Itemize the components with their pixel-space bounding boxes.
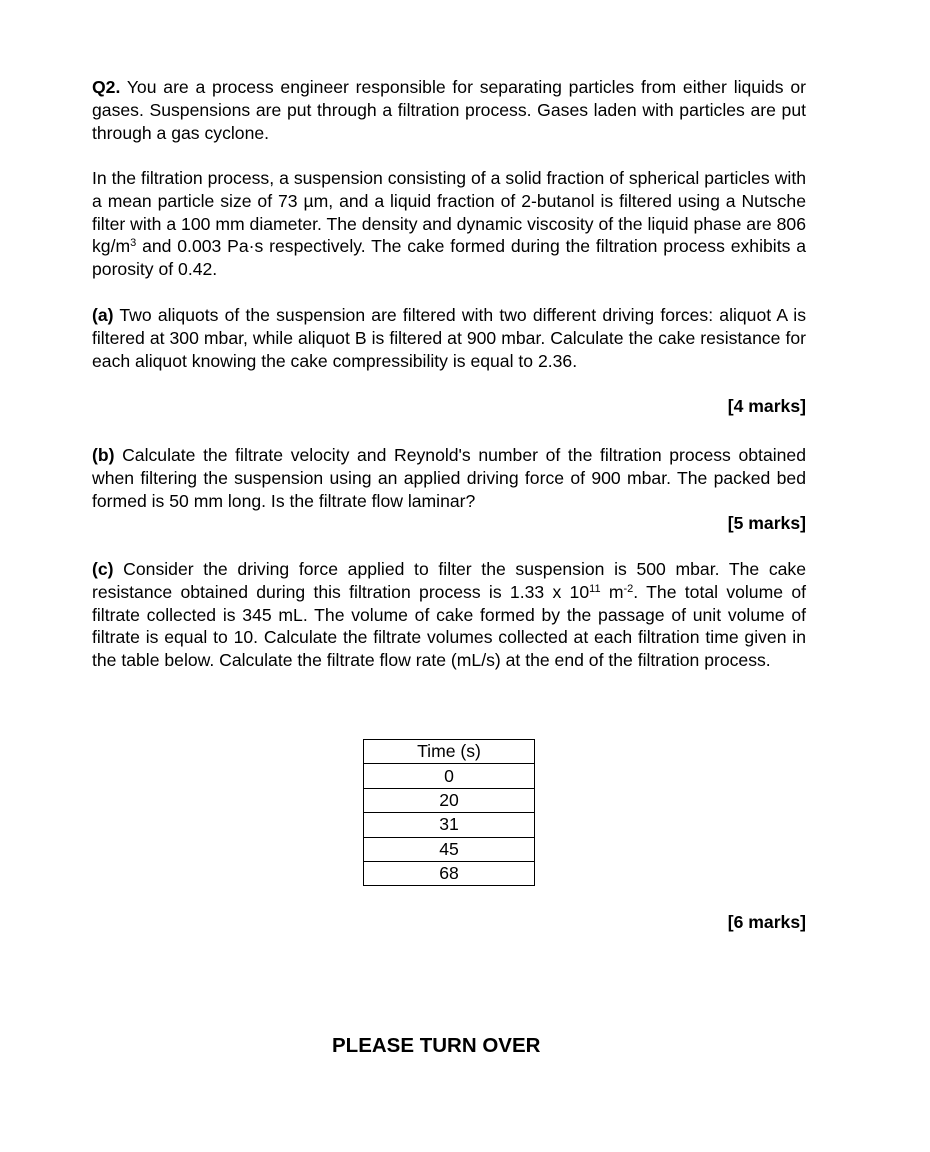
setup-text-2: and 0.003 Pa·s respectively. The cake formed during the filtration process exhibits a porosity of 0.42. <box>92 236 806 280</box>
question-intro-text: You are a process engineer responsible for separating particles from either liquids or gases. Suspensions are put through a filtration process. Gases laden with particles are put through a gas cyclone. <box>92 77 806 143</box>
table-header-cell: Time (s) <box>364 740 535 764</box>
question-intro <box>92 76 806 144</box>
part-b-text <box>92 444 806 512</box>
setup-superscript: 3 <box>130 237 137 250</box>
part-c-label: (c) <box>92 559 114 579</box>
table-row <box>364 861 535 885</box>
part-c-marks: [6 marks] <box>727 912 806 932</box>
part-c-text <box>92 558 806 672</box>
table-header-row <box>364 740 535 764</box>
part-a-marks: [4 marks] <box>727 396 806 416</box>
table-cell: 31 <box>364 813 535 837</box>
time-table <box>363 739 535 886</box>
setup-text-1: In the filtration process, a suspension consisting of a solid fraction of spherical particles with a mean particle size of 73 µm, and a liquid fraction of 2-butanol is filtered using a Nutsche filter with a 100 mm diameter. The density and dynamic viscosity of the liquid phase are 806 kg/m <box>92 168 806 257</box>
table-row <box>364 764 535 788</box>
table-cell: 0 <box>364 764 535 788</box>
part-c-superscript-1: 11 <box>589 582 601 595</box>
table-row <box>364 788 535 812</box>
part-c-body-2: m <box>600 581 624 602</box>
question-setup <box>92 167 806 281</box>
please-turn-over-text: PLEASE TURN OVER <box>332 1034 541 1057</box>
part-a-label: (a) <box>92 305 114 325</box>
table-row <box>364 837 535 861</box>
part-b-body: Calculate the filtrate velocity and Reynold's number of the filtration process obtained when filtering the suspension using an applied driving force of 900 mbar. The packed bed formed is 50 mm long. Is the filtrate flow laminar? <box>92 445 806 511</box>
part-c-superscript-2: -2 <box>623 582 634 595</box>
part-a-body: Two aliquots of the suspension are filtered with two different driving forces: aliquot A is filtered at 300 mbar, while aliquot B is filtered at 900 mbar. Calculate the cake resistance for each aliquot knowing the cake compressibility is equal to 2.36. <box>92 305 806 371</box>
part-c-body-3: . The total volume of filtrate collected is 345 mL. The volume of cake formed by the passage of unit volume of filtrate is equal to 10. Calculate the filtrate volumes collected at each filtration time given in the table below. Calculate the filtrate flow rate (mL/s) at the end of the filtration process. <box>92 581 806 671</box>
question-label: Q2. <box>92 77 121 97</box>
part-c-body-1: Consider the driving force applied to filter the suspension is 500 mbar. The cake resistance obtained during this filtration process is 1.33 x 10 <box>92 559 806 602</box>
table-cell: 20 <box>364 788 535 812</box>
table-cell: 68 <box>364 861 535 885</box>
part-a-text <box>92 304 806 372</box>
table-cell: 45 <box>364 837 535 861</box>
table-row <box>364 813 535 837</box>
part-b-label: (b) <box>92 445 115 465</box>
part-b-marks: [5 marks] <box>727 513 806 533</box>
